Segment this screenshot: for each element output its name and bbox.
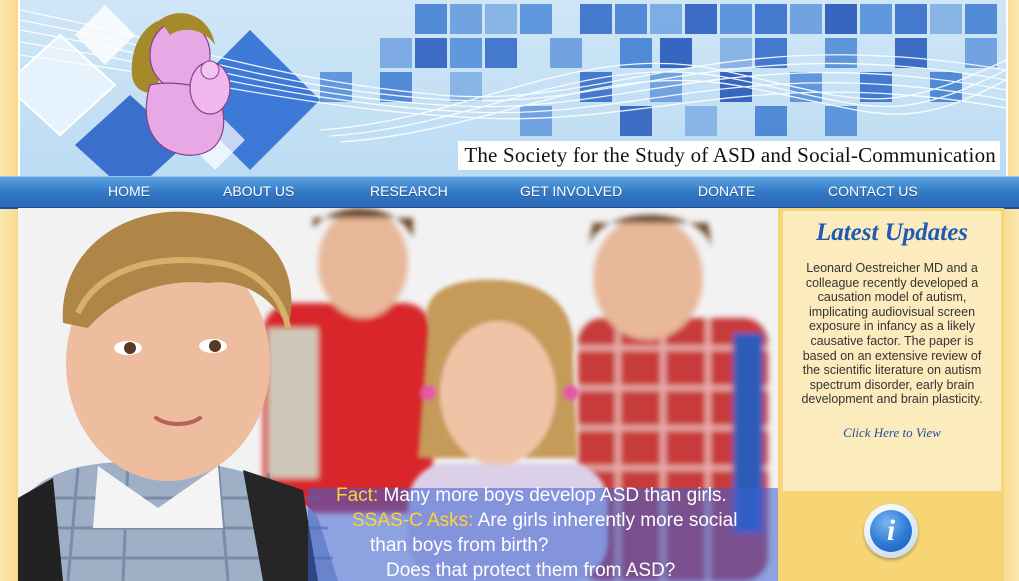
- fact-caption: [336, 485, 727, 507]
- asks-caption: [352, 510, 737, 532]
- nav-about-us[interactable]: ABOUT US: [223, 183, 295, 199]
- click-here-to-view-link[interactable]: Click Here to View: [843, 425, 941, 440]
- main-nav: [0, 176, 1019, 209]
- site-title: The Society for the Study of ASD and Social-Communication: [458, 141, 1000, 170]
- nav-research[interactable]: RESEARCH: [370, 183, 448, 199]
- latest-updates-panel: [782, 210, 1002, 492]
- info-button[interactable]: [864, 504, 918, 558]
- sidebar: [778, 208, 1004, 581]
- nav-donate[interactable]: DONATE: [698, 183, 756, 199]
- nav-get-involved[interactable]: GET INVOLVED: [520, 183, 623, 199]
- latest-updates-title: Latest Updates: [815, 219, 969, 246]
- latest-updates-body: Leonard Oestreicher MD and a colleague recently developed a causation model of autism, implicating audiovisual screen exposure in infancy as a likely causative factor. The paper is based on an extensive review of the scientific literature on autism spectrum disorder, early brain development and brain plasticity.: [801, 261, 983, 407]
- asks-lead: SSAS-C Asks:: [352, 510, 474, 531]
- fact-text: Many more boys develop ASD than girls.: [378, 485, 727, 506]
- nav-home[interactable]: HOME: [108, 183, 150, 199]
- asks-caption-line-2: than boys from birth?: [370, 535, 549, 556]
- info-icon: i: [870, 510, 912, 552]
- nav-contact-us[interactable]: CONTACT US: [828, 183, 918, 199]
- header-banner: [18, 0, 1008, 176]
- hero-section: [18, 208, 778, 581]
- left-border-strip: [0, 0, 18, 581]
- asks-caption-line-3: Does that protect them from ASD?: [386, 560, 676, 581]
- asks-text: Are girls inherently more social: [473, 510, 738, 531]
- fact-lead: Fact:: [336, 485, 379, 506]
